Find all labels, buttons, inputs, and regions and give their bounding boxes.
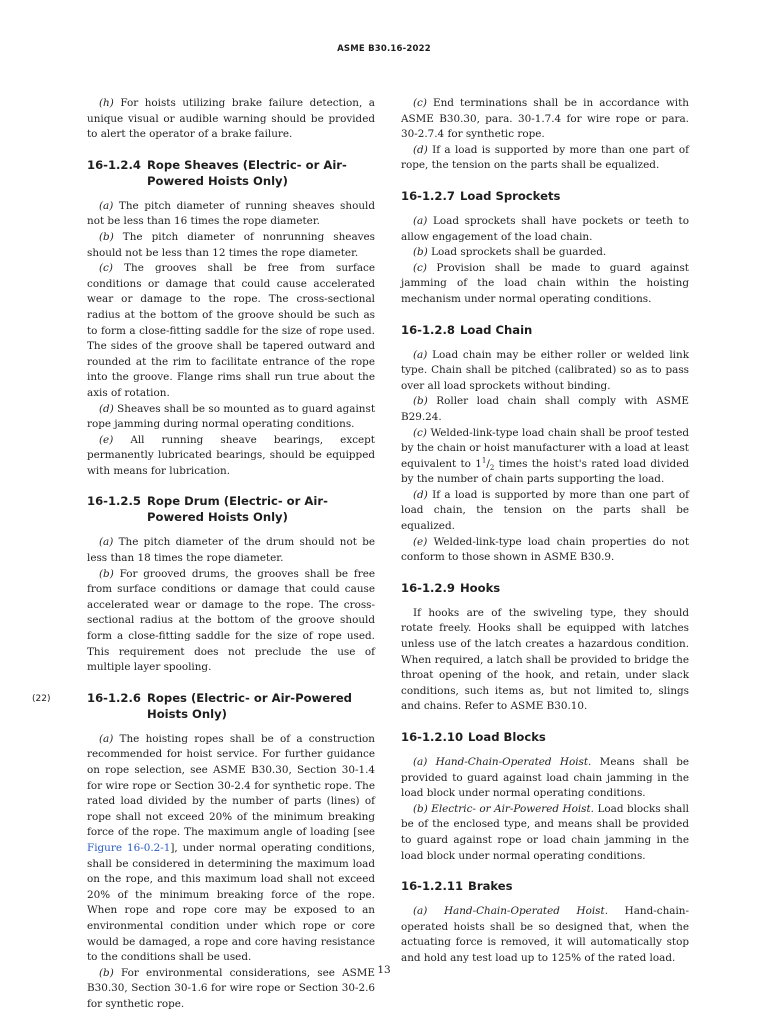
- left-column: [32, 96, 375, 1013]
- para-label: (h): [99, 97, 114, 109]
- figure-link[interactable]: Figure 16-0.2-1: [87, 841, 171, 854]
- section-title: Hooks: [459, 580, 501, 595]
- para-label: (b): [413, 246, 428, 259]
- paragraph-b: [87, 567, 375, 676]
- para-lead: Electric- or Air-Powered Hoist.: [431, 802, 594, 815]
- para-text: Load blocks shall be of the enclosed type, and means shall be provided to guard against rope or load chain jamming in the load block under normal operating conditions.: [401, 802, 689, 862]
- para-label: (b): [99, 230, 114, 243]
- para-label: (c): [413, 426, 427, 439]
- section-title: Load Chain: [459, 322, 533, 337]
- para-text: Welded-link-type load chain properties do not conform to those shown in ASME B30.9.: [401, 535, 689, 564]
- section-number: 16-1.2.6: [87, 690, 141, 705]
- para-text: Sheaves shall be so mounted as to guard against rope jamming during normal operating conditions.: [87, 402, 375, 431]
- para-lead: Hand-Chain-Operated Hoist.: [443, 905, 608, 918]
- para-text: The pitch diameter of the drum should not be less than 18 times the rope diameter.: [87, 536, 375, 565]
- paragraph-e: [401, 535, 689, 566]
- para-text: If a load is supported by more than one part of load chain, the tension on the parts shall be equalized.: [401, 488, 689, 533]
- section-title: Load Sprockets: [459, 188, 561, 203]
- para-label: (a): [413, 756, 428, 768]
- para-label: (b): [99, 966, 114, 979]
- paragraph-c: [401, 261, 689, 308]
- section-number: 16-1.2.11: [401, 879, 464, 894]
- paragraph-b: [401, 802, 689, 864]
- para-label: (d): [413, 488, 428, 501]
- para-label: (d): [99, 402, 114, 415]
- section-heading-16-1-2-4: [87, 157, 375, 189]
- para-text: For environmental considerations, see ASME B30.30, Section 30-1.6 for wire rope or Section 30-2.6 for synthetic rope.: [87, 966, 375, 1010]
- para-text: Roller load chain shall comply with ASME B29.24.: [401, 395, 689, 423]
- para-text: Welded-link-type load chain shall be proof tested by the chain or hoist manufacturer with a load at least equivalent to 1: [401, 426, 689, 470]
- section-heading-16-1-2-5: [87, 493, 375, 525]
- section-heading-16-1-2-11: [401, 878, 689, 894]
- section-number: 16-1.2.4: [87, 157, 141, 172]
- paragraph-c: [401, 96, 689, 143]
- para-text: For hoists utilizing brake failure detection, a unique visual or audible warning should be provided to alert the operator of a brake failure.: [87, 97, 375, 141]
- para-text: Load sprockets shall have pockets or teeth to allow engagement of the load chain.: [401, 214, 689, 243]
- para-text: Hand-chain-operated hoists shall be so designed that, when the actuating force is removed, it will automatically stop and hold any test load up to 125% of the rated load.: [401, 905, 689, 964]
- paragraph-d: [87, 402, 375, 433]
- paragraph-d: [401, 488, 689, 535]
- paragraph-h: [87, 96, 375, 143]
- para-text: times the hoist's rated load divided by the number of chain parts supporting the load.: [401, 457, 689, 486]
- para-label: (c): [99, 262, 113, 275]
- section-number: 16-1.2.7: [401, 188, 455, 203]
- paragraph-b: [401, 245, 689, 261]
- paragraph-c: [401, 426, 689, 488]
- para-label: (c): [413, 97, 427, 109]
- para-label: (a): [99, 199, 114, 212]
- section-title: Rope Sheaves (Electric- or Air-Powered Hoists Only): [147, 157, 347, 188]
- para-label: (a): [413, 214, 428, 227]
- paragraph-c: [87, 261, 375, 401]
- paragraph-a: [401, 348, 689, 395]
- para-label: (d): [413, 143, 428, 156]
- paragraph-a: [401, 904, 689, 966]
- para-lead: Hand-Chain-Operated Hoist.: [435, 756, 592, 768]
- paragraph-a: [87, 732, 375, 966]
- section-heading-16-1-2-10: [401, 729, 689, 745]
- para-text: Means shall be provided to guard against load chain jamming in the load block under normal operating conditions.: [401, 756, 689, 800]
- para-label: (a): [99, 536, 114, 549]
- section-number: 16-1.2.8: [401, 322, 455, 337]
- paragraph-a: [87, 535, 375, 566]
- right-column: [401, 96, 689, 967]
- para-text: If a load is supported by more than one part of rope, the tension on the parts shall be equalized.: [401, 143, 689, 172]
- fraction-slash: /: [486, 457, 490, 470]
- para-text: End terminations shall be in accordance with ASME B30.30, para. 30-1.7.4 for wire rope or para. 30-2.7.4 for synthetic rope.: [401, 97, 689, 141]
- revision-marker: (22): [32, 693, 51, 704]
- paragraph-b: [401, 394, 689, 425]
- paragraph-hooks: If hooks are of the swiveling type, they should rotate freely. Hooks shall be equipped with latches unless use of the latch creates a hazardous condition. When required, a latch shall be provided to bridge the throat opening of the hook, and retain, under slack conditions, such items as, but not limited to, slings and chains. Refer to ASME B30.10.: [401, 606, 689, 713]
- paragraph-a: [401, 214, 689, 245]
- para-text: The pitch diameter of running sheaves should not be less than 16 times the rope diameter.: [87, 199, 375, 228]
- para-label: (a): [413, 905, 428, 918]
- paragraph-e: [87, 433, 375, 480]
- paragraph-a: [401, 755, 689, 802]
- section-heading-16-1-2-7: [401, 188, 689, 204]
- para-text: The grooves shall be free from surface conditions or damage that could cause accelerated wear or damage to the rope. The cross-sectional radius at the bottom of the groove should be such as to form a close-fitting saddle for the size of rope used. The sides of the groove shall be tapered outward and rounded at the rim to facilitate entrance of the rope into the groove. Flange rims shall run true about the axis of rotation.: [87, 262, 375, 399]
- section-number: 16-1.2.5: [87, 494, 141, 509]
- para-label: (c): [413, 261, 427, 274]
- para-label: (b): [413, 802, 428, 815]
- paragraph-a: [87, 199, 375, 230]
- para-label: (a): [413, 348, 428, 361]
- section-heading-16-1-2-6: [32, 690, 375, 722]
- section-heading-16-1-2-8: [401, 322, 689, 338]
- para-label: (e): [413, 535, 428, 548]
- para-text: Provision shall be made to guard against jamming of the load chain within the hoisting mechanism under normal operating conditions.: [401, 261, 689, 305]
- section-heading-16-1-2-9: [401, 580, 689, 596]
- para-text: For grooved drums, the grooves shall be free from surface conditions or damage that could cause accelerated wear or damage to the rope. The cross-sectional radius at the bottom of the groove should form a close-fitting saddle for the size of rope used. This requirement does not preclude the use of multiple layer spooling.: [87, 567, 375, 674]
- section-title: Brakes: [468, 879, 513, 894]
- section-title: Ropes (Electric- or Air-Powered Hoists Only): [147, 690, 352, 721]
- section-number: 16-1.2.9: [401, 580, 455, 595]
- para-label: (a): [99, 732, 114, 745]
- para-text: All running sheave bearings, except permanently lubricated bearings, should be equipped with means for lubrication.: [87, 433, 375, 477]
- para-label: (b): [413, 395, 428, 408]
- para-text: The hoisting ropes shall be of a construction recommended for hoist service. For further guidance on rope selection, see ASME B30.30, Section 30-1.4 for wire rope or Section 30-2.4 for synthetic rope. The rated load divided by the number of parts (lines) of rope shall not exceed 20% of the minimum breaking force of the rope. The maximum angle of loading [see: [87, 732, 375, 839]
- paragraph-b: [87, 230, 375, 261]
- section-title: Rope Drum (Electric- or Air-Powered Hoists Only): [147, 494, 328, 525]
- para-text: The pitch diameter of nonrunning sheaves should not be less than 12 times the rope diameter.: [87, 230, 375, 259]
- para-text: ], under normal operating conditions, shall be considered in determining the maximum load on the rope, and this maximum load shall not exceed 20% of the minimum breaking force of the rope. When rope and rope core may be exposed to an environmental condition under which rope or core would be damaged, a rope and core having resistance to the conditions shall be used.: [87, 841, 375, 964]
- para-text: Load sprockets shall be guarded.: [427, 246, 607, 259]
- running-header: ASME B30.16-2022: [337, 44, 431, 54]
- fraction-denominator: 2: [489, 463, 495, 472]
- section-number: 16-1.2.10: [401, 730, 464, 744]
- fraction-numerator: 1: [481, 456, 487, 465]
- page-number: 13: [377, 964, 391, 976]
- paragraph-d: [401, 143, 689, 174]
- para-label: (b): [99, 567, 114, 580]
- section-title: Load Blocks: [468, 730, 546, 744]
- para-label: (e): [99, 433, 114, 446]
- para-text: Load chain may be either roller or welded link type. Chain shall be pitched (calibrated) so as to pass over all load sprockets without binding.: [401, 348, 689, 392]
